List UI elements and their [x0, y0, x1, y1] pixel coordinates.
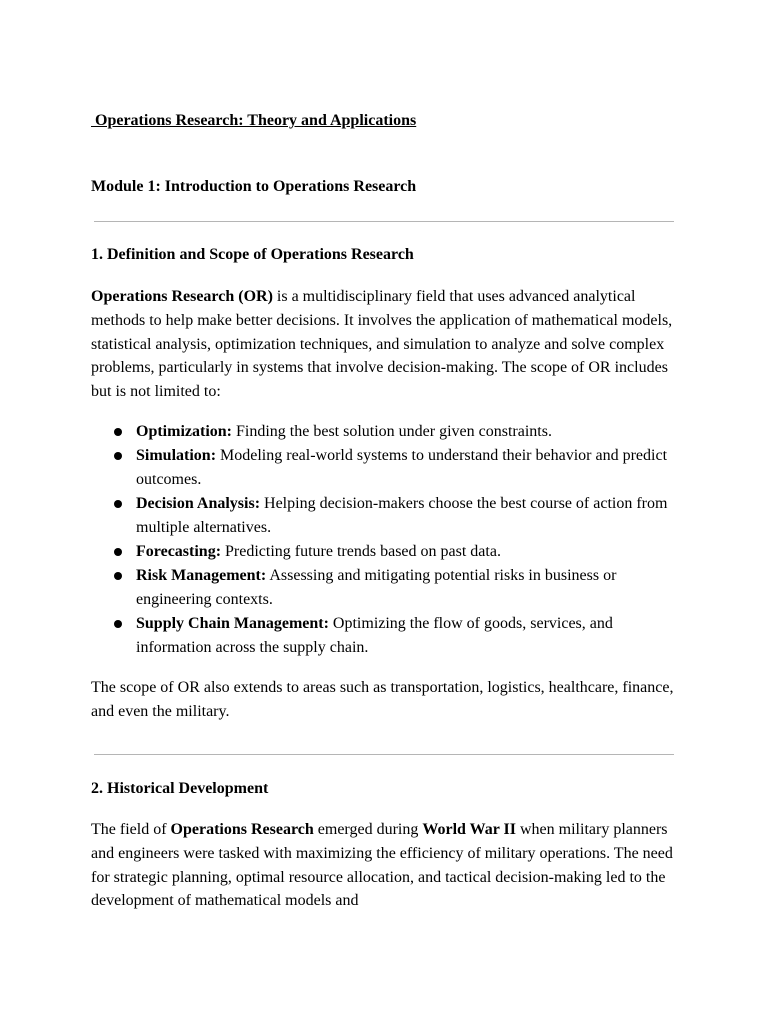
- list-item: [91, 540, 681, 564]
- intro-term: Operations Research (OR): [91, 288, 273, 305]
- list-item: [91, 420, 681, 444]
- bullet-term: Decision Analysis:: [136, 495, 261, 512]
- list-item: [91, 492, 681, 540]
- bullet-text: Assessing and mitigating potential risks in business or engineering contexts.: [136, 567, 617, 608]
- text-run: emerged during: [313, 821, 423, 838]
- document-title: Operations Research: Theory and Applications: [91, 112, 417, 129]
- list-item: [91, 564, 681, 612]
- module-heading: Module 1: Introduction to Operations Research: [91, 178, 417, 195]
- section1-heading: 1. Definition and Scope of Operations Research: [91, 246, 414, 263]
- section2-heading: 2. Historical Development: [91, 780, 269, 797]
- bold-term: Operations Research: [170, 821, 314, 838]
- bullet-text: Modeling real-world systems to understand their behavior and predict outcomes.: [136, 447, 668, 488]
- list-item: [91, 612, 681, 660]
- section2-paragraph: [91, 818, 681, 913]
- bullet-term: Risk Management:: [136, 567, 267, 584]
- list-item: [91, 444, 681, 492]
- bullet-term: Optimization:: [136, 423, 232, 440]
- bullet-icon: [114, 620, 122, 628]
- horizontal-divider: [94, 221, 674, 222]
- bullet-icon: [114, 428, 122, 436]
- bullet-text: Helping decision-makers choose the best course of action from multiple alternatives.: [136, 495, 668, 536]
- bullet-icon: [114, 452, 122, 460]
- section1-intro-paragraph: [91, 285, 681, 404]
- bullet-term: Forecasting:: [136, 543, 222, 560]
- bullet-term: Supply Chain Management:: [136, 615, 329, 632]
- bold-term: World War II: [422, 821, 516, 838]
- bullet-text: Finding the best solution under given constraints.: [232, 423, 552, 440]
- bullet-text: Optimizing the flow of goods, services, and information across the supply chain.: [136, 615, 613, 656]
- section1-closing-paragraph: The scope of OR also extends to areas such as transportation, logistics, healthcare, finance, and even the military.: [91, 679, 674, 720]
- bullet-icon: [114, 572, 122, 580]
- text-run: when military planners and engineers were tasked with maximizing the efficiency of military operations. The need for strategic planning, optimal resource allocation, and tactical decision-making led to the development of mathematical models and: [91, 821, 673, 910]
- intro-text: is a multidisciplinary field that uses advanced analytical methods to help make better decisions. It involves the application of mathematical models, statistical analysis, optimization techniques, and simulation to analyze and solve complex problems, particularly in systems that involve decision-making. The scope of OR includes but is not limited to:: [91, 288, 673, 401]
- scope-bullet-list: [91, 420, 681, 660]
- text-run: The field of: [91, 821, 171, 838]
- bullet-term: Simulation:: [136, 447, 217, 464]
- bullet-icon: [114, 500, 122, 508]
- horizontal-divider: [94, 754, 674, 755]
- bullet-icon: [114, 548, 122, 556]
- bullet-text: Predicting future trends based on past data.: [221, 543, 501, 560]
